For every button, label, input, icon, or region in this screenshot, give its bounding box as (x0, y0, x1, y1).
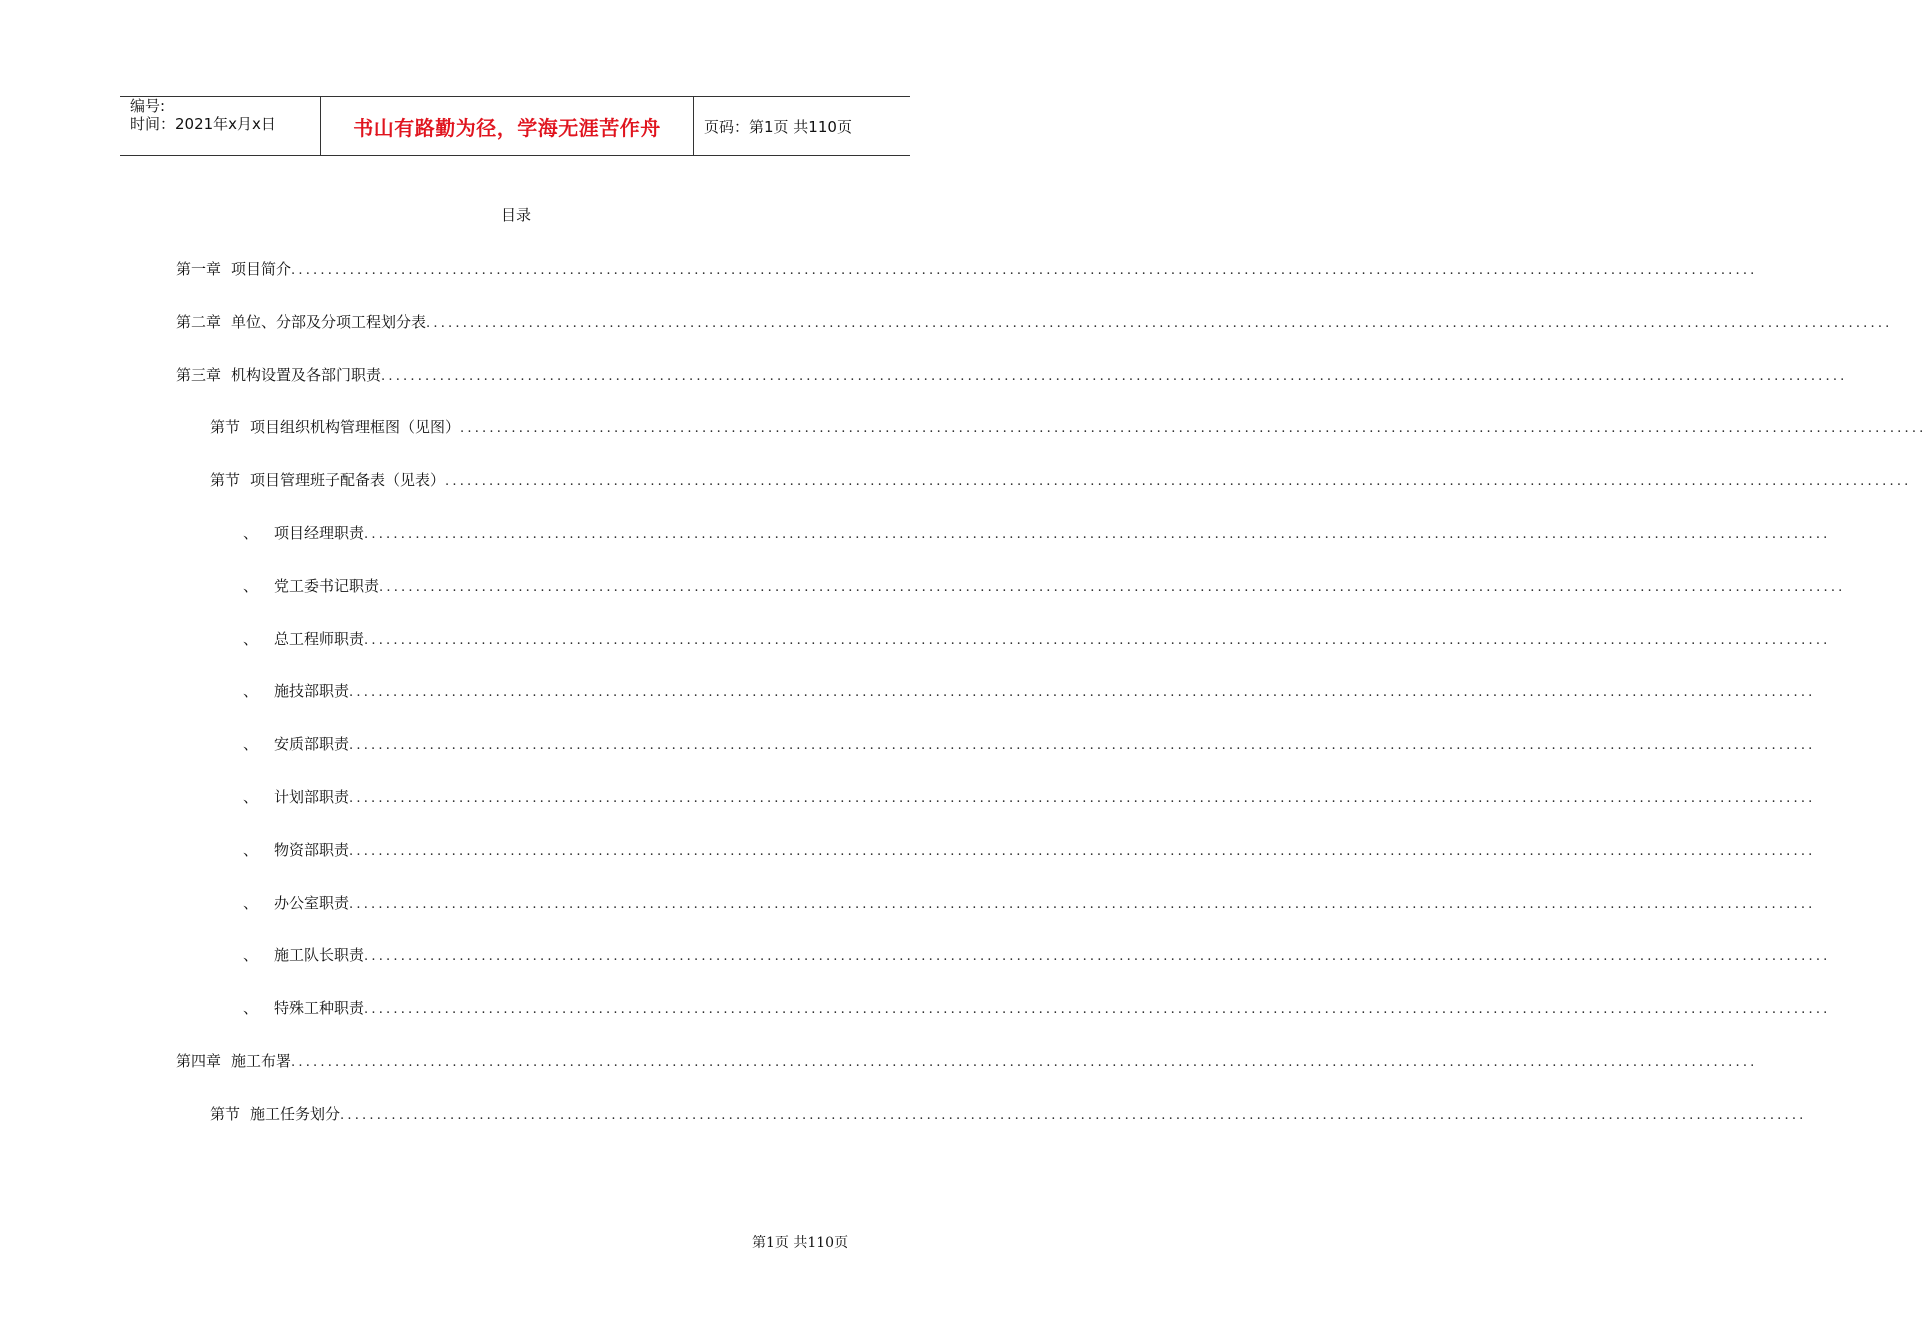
toc-entry-prefix: 、 (243, 788, 259, 806)
toc-entry-dot-leader: ........................................................................................................................................................................................................ (381, 369, 1848, 384)
toc-entry-dot-leader: ........................................................................................................................................................................................................ (364, 633, 1831, 648)
header-meta-cell (120, 97, 321, 155)
toc-entry-text: 施技部职责 (274, 682, 350, 700)
toc-entry-dot-leader: ........................................................................................................................................................................................................ (426, 316, 1893, 331)
toc-entry-dot-leader: ........................................................................................................................................................................................................ (291, 1055, 1758, 1070)
toc-entry-dot-leader: ........................................................................................................................................................................................................ (349, 685, 1816, 700)
toc-entry[interactable] (176, 365, 1848, 385)
toc-entry-text: 机构设置及各部门职责 (231, 366, 382, 384)
document-header (120, 96, 910, 156)
toc-entry[interactable] (176, 1051, 1758, 1071)
header-page-cell (694, 97, 910, 155)
toc-entry[interactable] (243, 893, 1816, 913)
toc-entry-prefix: 、 (243, 999, 259, 1017)
toc-entry-dot-leader: ........................................................................................................................................................................................................ (364, 1002, 1831, 1017)
toc-entry[interactable] (210, 1104, 1807, 1124)
header-motto-cell (321, 97, 694, 155)
toc-entry-text: 项目简介 (231, 260, 292, 278)
toc-entry-text: 施工任务划分 (250, 1105, 341, 1123)
toc-entry-dot-leader: ........................................................................................................................................................................................................ (364, 949, 1831, 964)
toc-entry[interactable] (243, 681, 1816, 701)
toc-entry-dot-leader: ........................................................................................................................................................................................................ (364, 527, 1831, 542)
toc-entry-prefix: 、 (243, 894, 259, 912)
toc-entry-dot-leader: ........................................................................................................................................................................................................ (349, 791, 1816, 806)
toc-entry[interactable] (176, 259, 1758, 279)
toc-entry-text: 物资部职责 (274, 841, 350, 859)
document-time-label: 时间：2021年x月x日 (130, 115, 276, 133)
toc-entry[interactable] (210, 417, 1927, 437)
toc-entry-dot-leader: ........................................................................................................................................................................................................ (379, 580, 1846, 595)
toc-entry-prefix: 、 (243, 946, 259, 964)
toc-entry-dot-leader: ........................................................................................................................................................................................................ (460, 421, 1927, 436)
toc-entry-prefix: 、 (243, 841, 259, 859)
toc-entry-text: 施工队长职责 (274, 946, 365, 964)
footer-page-info: 第1页 共110页 (752, 1235, 849, 1251)
toc-entry[interactable] (243, 945, 1831, 965)
toc-entry[interactable] (243, 629, 1831, 649)
toc-entry-prefix: 、 (243, 630, 259, 648)
toc-entry-prefix: 第三章 (176, 366, 222, 384)
toc-entry[interactable] (243, 840, 1816, 860)
toc-entry[interactable] (243, 523, 1831, 543)
toc-entry-prefix: 第节 (210, 418, 241, 436)
toc-entry-text: 项目管理班子配备表（见表） (250, 471, 446, 489)
toc-entry-prefix: 第节 (210, 471, 241, 489)
toc-entry-text: 项目组织机构管理框图（见图） (250, 418, 461, 436)
toc-entry-prefix: 、 (243, 682, 259, 700)
toc-entry-prefix: 第二章 (176, 313, 222, 331)
toc-entry-prefix: 、 (243, 524, 259, 542)
toc-entry-prefix: 、 (243, 735, 259, 753)
toc-entry-dot-leader: ........................................................................................................................................................................................................ (349, 738, 1816, 753)
toc-entry-prefix: 第节 (210, 1105, 241, 1123)
toc-entry[interactable] (243, 787, 1816, 807)
toc-entry-text: 项目经理职责 (274, 524, 365, 542)
toc-entry-text: 办公室职责 (274, 894, 350, 912)
toc-entry-text: 总工程师职责 (274, 630, 365, 648)
toc-entry-text: 单位、分部及分项工程划分表 (231, 313, 427, 331)
toc-entry-prefix: 第一章 (176, 260, 222, 278)
toc-title: 目录 (500, 206, 531, 224)
document-number-label: 编号: (130, 97, 166, 115)
toc-entry-text: 安质部职责 (274, 735, 350, 753)
toc-entry-dot-leader: ........................................................................................................................................................................................................ (291, 263, 1758, 278)
toc-entry-text: 施工布署 (231, 1052, 292, 1070)
toc-entry-dot-leader: ........................................................................................................................................................................................................ (340, 1108, 1807, 1123)
toc-entry-dot-leader: ........................................................................................................................................................................................................ (445, 474, 1912, 489)
toc-entry-text: 特殊工种职责 (274, 999, 365, 1017)
toc-entry-dot-leader: ........................................................................................................................................................................................................ (349, 897, 1816, 912)
toc-entry[interactable] (210, 470, 1912, 490)
toc-entry[interactable] (243, 734, 1816, 754)
toc-entry-prefix: 、 (243, 577, 259, 595)
toc-entry[interactable] (243, 998, 1831, 1018)
toc-entry-dot-leader: ........................................................................................................................................................................................................ (349, 844, 1816, 859)
toc-entry-prefix: 第四章 (176, 1052, 222, 1070)
toc-entry[interactable] (243, 576, 1846, 596)
toc-entry-text: 计划部职责 (274, 788, 350, 806)
toc-entry-text: 党工委书记职责 (274, 577, 380, 595)
header-motto: 书山有路勤为径，学海无涯苦作舟 (353, 115, 661, 140)
toc-entry[interactable] (176, 312, 1893, 332)
header-page-info: 页码：第1页 共110页 (704, 117, 852, 136)
